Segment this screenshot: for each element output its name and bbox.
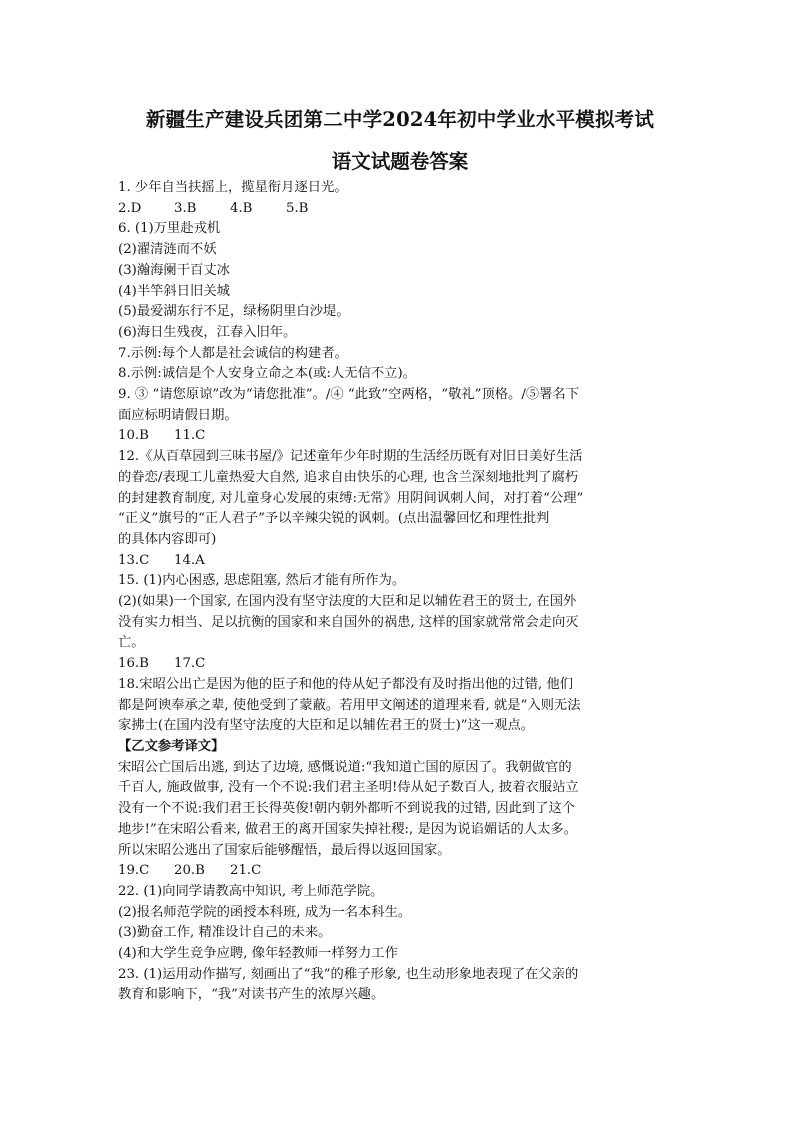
translation-line: 地步!”在宋昭公看来, 做君王的离开国家失掉社稷:, 是因为说谄媚话的人太多。 bbox=[118, 821, 578, 837]
answer-q18-line: 都是阿谀奉承之辈, 使他受到了蒙蔽。若用甲文阐述的道理来看, 就是“入则无法 bbox=[118, 697, 581, 713]
answer-q19: 19.C bbox=[118, 863, 150, 879]
answer-q6-line: (6)海日生残夜，江春入旧年。 bbox=[118, 324, 297, 340]
answer-row-16-17 bbox=[118, 654, 688, 675]
answer-q12-line: 12.《从百草园到三味书屋/》记述童年少年时期的生活经历既有对旧日美好生活 bbox=[118, 449, 583, 465]
answer-q1: 1. 少年自当扶摇上，揽星衔月逐日光。 bbox=[118, 180, 348, 195]
answer-q22-line: (2)报名师范学院的函授本科班, 成为一名本科生。 bbox=[118, 904, 412, 920]
answer-q20: 20.B bbox=[174, 863, 205, 879]
answer-q16: 16.B bbox=[118, 656, 149, 672]
answer-q10: 10.B bbox=[118, 428, 149, 444]
answer-q23-line: 教育和影响下，“我”对读书产生的浓厚兴趣。 bbox=[118, 987, 385, 1003]
answer-q2: 2.D bbox=[118, 200, 142, 216]
answer-q18-line: 家拂士(在国内没有坚守法度的大臣和足以辅佐君王的贤士)”这一观点。 bbox=[118, 718, 535, 734]
translation-heading: 【乙文参考译文】 bbox=[118, 738, 225, 754]
answer-row-13-14 bbox=[118, 551, 688, 572]
answer-q11: 11.C bbox=[174, 428, 206, 444]
answer-row-19-21 bbox=[118, 861, 688, 882]
answer-q15-line: 15. (1)内心困惑, 思虑阻塞, 然后才能有所作为。 bbox=[118, 573, 406, 589]
answer-q23-line: 23. (1)运用动作描写, 刻画出了“我”的稚子形象, 也生动形象地表现了在父亲的 bbox=[118, 966, 579, 982]
answer-q5: 5.B bbox=[286, 200, 309, 216]
answer-q15-line: 没有实力相当、足以抗衡的国家和来自国外的祸患, 这样的国家就常常会走向灭 bbox=[118, 614, 579, 630]
answer-q9-line: 面应标明请假日期。 bbox=[118, 407, 238, 423]
answer-row-2-5 bbox=[118, 199, 688, 220]
answer-q14: 14.A bbox=[174, 552, 205, 568]
answer-q15-line: 亡。 bbox=[118, 635, 145, 651]
answer-q8: 8.示例:诚信是个人安身立命之本(或:人无信不立)。 bbox=[118, 366, 416, 382]
answer-body bbox=[118, 178, 688, 1006]
translation-line: 所以宋昭公逃出了国家后能够醒悟，最后得以返回国家。 bbox=[118, 842, 451, 858]
answer-q13: 13.C bbox=[118, 552, 150, 568]
answer-q22-line: (4)和大学生竞争应聘, 像年轻教师一样努力工作 bbox=[118, 946, 398, 962]
answer-q6-line: (5)最爱湖东行不足，绿杨阴里白沙堤。 bbox=[118, 304, 350, 320]
translation-line: 没有一个不说:我们君王长得英俊!朝内朝外都听不到说我的过错, 因此到了这个 bbox=[118, 801, 576, 817]
translation-line: 宋昭公亡国后出逃, 到达了边境, 感慨说道:“我知道亡国的原因了。我朝做官的 bbox=[118, 759, 572, 775]
answer-q7: 7.示例:每个人都是社会诚信的构建者。 bbox=[118, 345, 348, 361]
answer-q6-line: (2)濯清涟而不妖 bbox=[118, 242, 217, 258]
answer-row-10-11 bbox=[118, 426, 688, 447]
answer-q22-line: (3)勤奋工作, 精准设计自己的未来。 bbox=[118, 925, 332, 941]
answer-q6-line: (3)瀚海阑干百丈冰 bbox=[118, 262, 230, 278]
document-subtitle: 语文试题卷答案 bbox=[331, 150, 469, 173]
document-title: 新疆生产建设兵团第二中学2024年初中学业水平模拟考试 bbox=[145, 108, 655, 131]
answer-q18-line: 18.宋昭公出亡是因为他的臣子和他的侍从妃子都没有及时指出他的过错, 他们 bbox=[118, 676, 574, 692]
answer-q9-line: 9. ③ “请您原谅”改为“请您批准”。/④ “此致”空两格，“敬礼”顶格。/⑤署名下 bbox=[118, 387, 580, 403]
answer-q6-line: 6. (1)万里赴戎机 bbox=[118, 221, 221, 237]
translation-line: 千百人, 施政做事, 没有一个不说:我们君主圣明!侍从妃子数百人, 披着衣服站立 bbox=[118, 780, 579, 796]
answer-q12-line: 的封建教育制度, 对儿童身心发展的束缚:无常》用阴间讽刺人间，对打着“公理” bbox=[118, 490, 584, 506]
answer-q12-line: “正义”旗号的“正人君子”予以辛辣尖锐的讽刺。(点出温馨回忆和理性批判 bbox=[118, 511, 550, 527]
answer-q3: 3.B bbox=[174, 200, 197, 216]
answer-q22-line: 22. (1)向同学请教高中知识, 考上师范学院。 bbox=[118, 883, 384, 899]
answer-q6-line: (4)半竿斜日旧关城 bbox=[118, 283, 230, 299]
answer-q4: 4.B bbox=[230, 200, 253, 216]
answer-q21: 21.C bbox=[230, 863, 262, 879]
answer-q12-line: 的具体内容即可) bbox=[118, 531, 217, 547]
answer-q17: 17.C bbox=[174, 656, 206, 672]
answer-q15-line: (2)(如果)一个国家, 在国内没有坚守法度的大臣和足以辅佐君王的贤士, 在国外 bbox=[118, 594, 577, 610]
answer-q12-line: 的眷恋/表现工儿童热爱大自然, 追求自由快乐的心理, 也含兰深刻地批判了腐朽 bbox=[118, 469, 579, 485]
